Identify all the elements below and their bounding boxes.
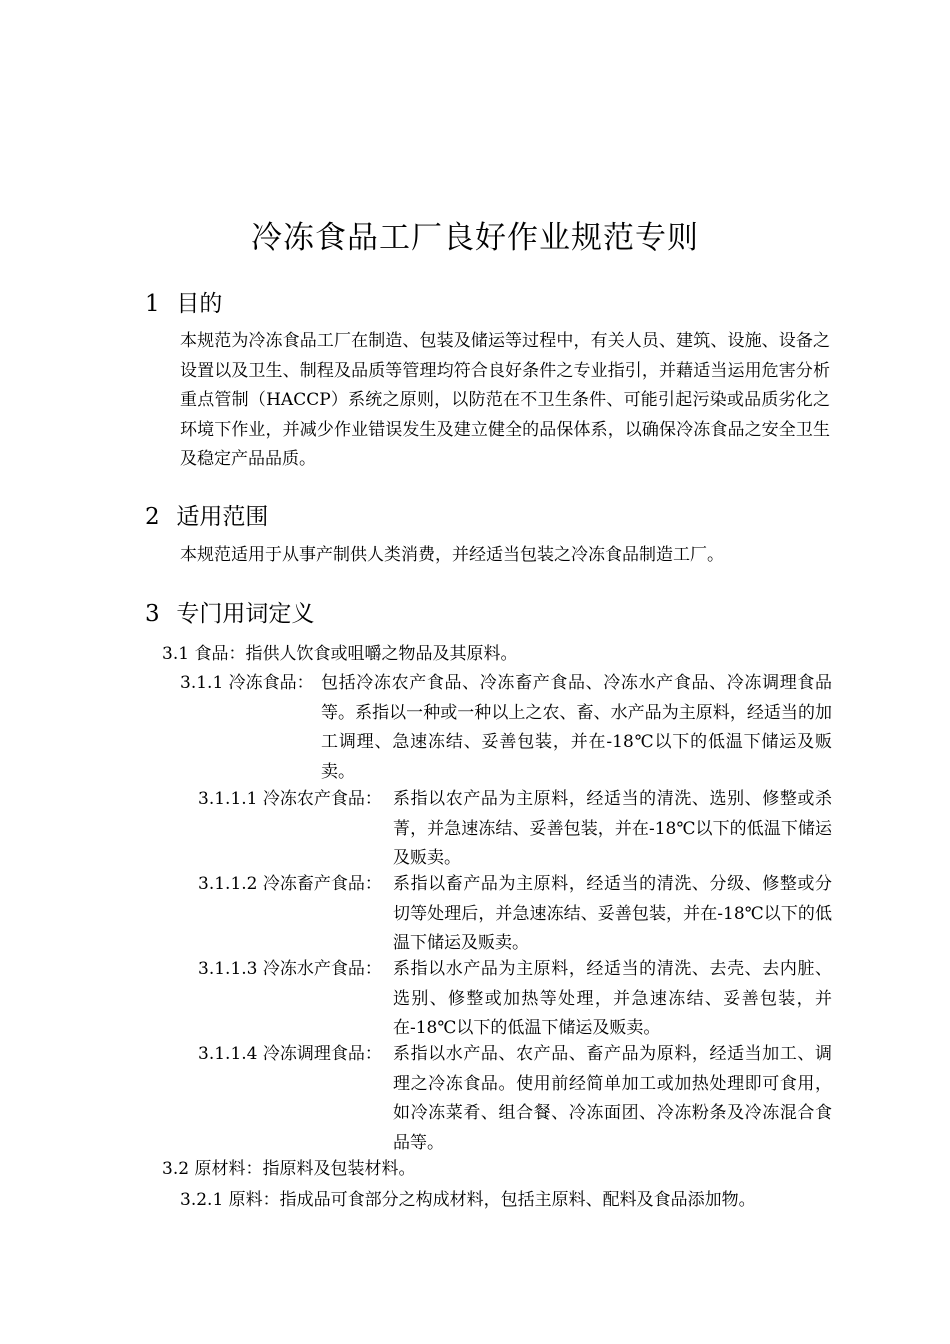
definition-item [198,955,832,1044]
section-number: 3 [145,601,160,627]
section-2-body: 本规范适用于从事产制供人类消费，并经适当包装之冷冻食品制造工厂。 [180,545,724,565]
document-title: 冷冻食品工厂良好作业规范专则 [251,220,699,256]
definition-text: 指原料及包装材料。 [262,1159,416,1179]
definition-text: 系指以农产品为主原料，经适当的清洗、选别、修整或杀菁，并急速冻结、妥善包装，并在-18℃以下的低温下储运及贩卖。 [393,789,832,868]
definition-item [162,1155,832,1185]
definition-text: 包括冷冻农产食品、冷冻畜产食品、冷冻水产食品、冷冻调理食品等。系指以一种或一种以上之农、畜、水产品为主原料，经适当的加工调理、急速冻结、妥善包装，并在-18℃以下的低温下储运及贩卖。 [321,673,832,782]
section-1-heading [145,285,222,318]
section-title: 适用范围 [176,504,269,530]
definition-item [162,640,832,670]
definition-label: 3.1.1.4 冷冻调理食品： [198,1044,382,1064]
section-3-heading [145,595,314,628]
section-title: 目的 [176,291,223,317]
definition-item [198,785,832,874]
definition-item [198,1040,832,1158]
definition-text: 系指以畜产品为主原料，经适当的清洗、分级、修整或分切等处理后，并急速冻结、妥善包装，并在-18℃以下的低温下储运及贩卖。 [393,874,832,953]
definition-item [198,870,832,959]
section-2-heading [145,498,268,531]
section-number: 1 [145,291,160,317]
definition-item [180,669,832,787]
definition-label: 3.2.1 原料： [180,1190,280,1210]
definition-label: 3.2 原材料： [162,1159,263,1179]
definition-text: 指供人饮食或咀嚼之物品及其原料。 [245,644,518,664]
definition-label: 3.1 食品： [162,644,246,664]
section-title: 专门用词定义 [176,601,315,627]
section-number: 2 [145,504,160,530]
definition-text: 指成品可食部分之构成材料，包括主原料、配料及食品添加物。 [279,1190,756,1210]
definition-item [180,1186,832,1216]
section-1-body: 本规范为冷冻食品工厂在制造、包装及储运等过程中，有关人员、建筑、设施、设备之设置以及卫生、制程及品质等管理均符合良好条件之专业指引，并藉适当运用危害分析重点管制（HACCP）系统之原则，以防范在不卫生条件、可能引起污染或品质劣化之环境下作业，并减少作业错误发生及建立健全的品保体系，以确保冷冻食品之安全卫生及稳定产品品质。 [180,331,830,469]
definition-label: 3.1.1.3 冷冻水产食品： [198,959,382,979]
definition-label: 3.1.1.1 冷冻农产食品： [198,789,382,809]
definition-label: 3.1.1.2 冷冻畜产食品： [198,874,382,894]
definition-text: 系指以水产品、农产品、畜产品为原料，经适当加工、调理之冷冻食品。使用前经简单加工或加热处理即可食用，如冷冻菜肴、组合餐、冷冻面团、冷冻粉条及冷冻混合食品等。 [393,1044,832,1153]
definition-label: 3.1.1 冷冻食品： [180,673,314,693]
definition-text: 系指以水产品为主原料，经适当的清洗、去壳、去内脏、选别、修整或加热等处理，并急速冻结、妥善包装，并在-18℃以下的低温下储运及贩卖。 [393,959,832,1038]
